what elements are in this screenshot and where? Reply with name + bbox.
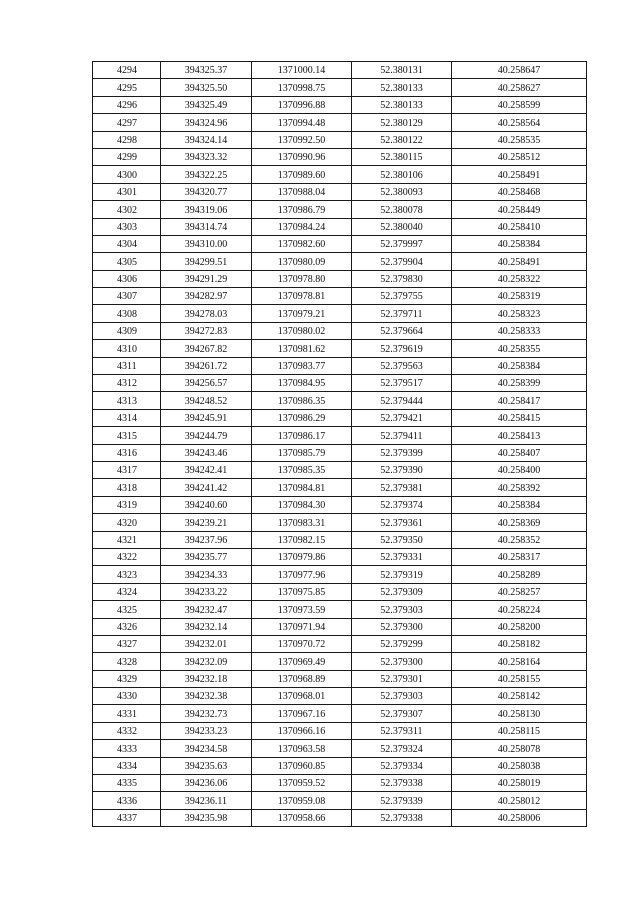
point-number-cell: 4330 [93,688,161,705]
y-coordinate-cell: 1370970.72 [252,635,352,652]
x-coordinate-cell: 394324.14 [161,131,252,148]
table-row [93,305,587,322]
table-row [93,601,587,618]
y-coordinate-cell: 1370975.85 [252,583,352,600]
table-row [93,96,587,113]
y-coordinate-cell: 1370968.89 [252,670,352,687]
x-coordinate-cell: 394248.52 [161,392,252,409]
point-number-cell: 4324 [93,583,161,600]
x-coordinate-cell: 394232.01 [161,635,252,652]
x-coordinate-cell: 394234.33 [161,566,252,583]
y-coordinate-cell: 1370959.52 [252,775,352,792]
longitude-cell: 40.258012 [452,792,587,809]
latitude-cell: 52.380131 [352,62,452,79]
x-coordinate-cell: 394314.74 [161,218,252,235]
y-coordinate-cell: 1370983.31 [252,514,352,531]
point-number-cell: 4307 [93,288,161,305]
y-coordinate-cell: 1370988.04 [252,183,352,200]
table-row [93,340,587,357]
y-coordinate-cell: 1370986.29 [252,409,352,426]
longitude-cell: 40.258224 [452,601,587,618]
x-coordinate-cell: 394243.46 [161,444,252,461]
x-coordinate-cell: 394244.79 [161,427,252,444]
table-row [93,740,587,757]
latitude-cell: 52.380093 [352,183,452,200]
table-row [93,183,587,200]
latitude-cell: 52.379350 [352,531,452,548]
x-coordinate-cell: 394235.98 [161,809,252,826]
point-number-cell: 4302 [93,201,161,218]
latitude-cell: 52.379711 [352,305,452,322]
longitude-cell: 40.258400 [452,461,587,478]
longitude-cell: 40.258352 [452,531,587,548]
x-coordinate-cell: 394233.22 [161,583,252,600]
x-coordinate-cell: 394237.96 [161,531,252,548]
longitude-cell: 40.258384 [452,235,587,252]
table-row [93,479,587,496]
y-coordinate-cell: 1370960.85 [252,757,352,774]
table-row [93,322,587,339]
table-row [93,583,587,600]
point-number-cell: 4331 [93,705,161,722]
longitude-cell: 40.258355 [452,340,587,357]
point-number-cell: 4300 [93,166,161,183]
table-row [93,288,587,305]
y-coordinate-cell: 1370990.96 [252,148,352,165]
table-row [93,375,587,392]
table-row [93,218,587,235]
latitude-cell: 52.379399 [352,444,452,461]
y-coordinate-cell: 1370982.15 [252,531,352,548]
point-number-cell: 4329 [93,670,161,687]
x-coordinate-cell: 394232.09 [161,653,252,670]
x-coordinate-cell: 394235.77 [161,548,252,565]
point-number-cell: 4306 [93,270,161,287]
table-row [93,775,587,792]
longitude-cell: 40.258317 [452,548,587,565]
x-coordinate-cell: 394235.63 [161,757,252,774]
longitude-cell: 40.258384 [452,496,587,513]
y-coordinate-cell: 1370984.30 [252,496,352,513]
x-coordinate-cell: 394239.21 [161,514,252,531]
table-row [93,757,587,774]
x-coordinate-cell: 394242.41 [161,461,252,478]
table-row [93,131,587,148]
latitude-cell: 52.379444 [352,392,452,409]
table-row [93,670,587,687]
x-coordinate-cell: 394282.97 [161,288,252,305]
y-coordinate-cell: 1370980.02 [252,322,352,339]
table-row [93,514,587,531]
latitude-cell: 52.379374 [352,496,452,513]
table-row [93,809,587,826]
point-number-cell: 4313 [93,392,161,409]
table-row [93,409,587,426]
x-coordinate-cell: 394319.06 [161,201,252,218]
latitude-cell: 52.379664 [352,322,452,339]
x-coordinate-cell: 394234.58 [161,740,252,757]
longitude-cell: 40.258564 [452,114,587,131]
longitude-cell: 40.258323 [452,305,587,322]
latitude-cell: 52.379303 [352,601,452,618]
longitude-cell: 40.258333 [452,322,587,339]
longitude-cell: 40.258491 [452,253,587,270]
latitude-cell: 52.379309 [352,583,452,600]
longitude-cell: 40.258078 [452,740,587,757]
y-coordinate-cell: 1370984.81 [252,479,352,496]
table-row [93,148,587,165]
longitude-cell: 40.258200 [452,618,587,635]
point-number-cell: 4301 [93,183,161,200]
y-coordinate-cell: 1370986.17 [252,427,352,444]
latitude-cell: 52.379307 [352,705,452,722]
x-coordinate-cell: 394291.29 [161,270,252,287]
latitude-cell: 52.379904 [352,253,452,270]
table-row [93,444,587,461]
longitude-cell: 40.258449 [452,201,587,218]
y-coordinate-cell: 1370985.35 [252,461,352,478]
latitude-cell: 52.379301 [352,670,452,687]
table-row [93,461,587,478]
longitude-cell: 40.258491 [452,166,587,183]
point-number-cell: 4298 [93,131,161,148]
point-number-cell: 4332 [93,722,161,739]
y-coordinate-cell: 1370982.60 [252,235,352,252]
point-number-cell: 4317 [93,461,161,478]
point-number-cell: 4335 [93,775,161,792]
latitude-cell: 52.380122 [352,131,452,148]
point-number-cell: 4304 [93,235,161,252]
point-number-cell: 4333 [93,740,161,757]
y-coordinate-cell: 1370968.01 [252,688,352,705]
x-coordinate-cell: 394299.51 [161,253,252,270]
point-number-cell: 4327 [93,635,161,652]
longitude-cell: 40.258257 [452,583,587,600]
table-row [93,427,587,444]
latitude-cell: 52.379338 [352,775,452,792]
point-number-cell: 4336 [93,792,161,809]
table-row [93,270,587,287]
x-coordinate-cell: 394323.32 [161,148,252,165]
longitude-cell: 40.258415 [452,409,587,426]
table-row [93,253,587,270]
point-number-cell: 4321 [93,531,161,548]
y-coordinate-cell: 1370985.79 [252,444,352,461]
point-number-cell: 4299 [93,148,161,165]
longitude-cell: 40.258164 [452,653,587,670]
x-coordinate-cell: 394245.91 [161,409,252,426]
latitude-cell: 52.380106 [352,166,452,183]
longitude-cell: 40.258155 [452,670,587,687]
table-row [93,235,587,252]
x-coordinate-cell: 394236.06 [161,775,252,792]
point-number-cell: 4311 [93,357,161,374]
point-number-cell: 4310 [93,340,161,357]
x-coordinate-cell: 394236.11 [161,792,252,809]
table-row [93,566,587,583]
y-coordinate-cell: 1370963.58 [252,740,352,757]
x-coordinate-cell: 394325.50 [161,79,252,96]
longitude-cell: 40.258384 [452,357,587,374]
latitude-cell: 52.379319 [352,566,452,583]
table-row [93,79,587,96]
y-coordinate-cell: 1370971.94 [252,618,352,635]
point-number-cell: 4308 [93,305,161,322]
table-row [93,635,587,652]
x-coordinate-cell: 394256.57 [161,375,252,392]
table-row [93,653,587,670]
table-row [93,792,587,809]
point-number-cell: 4312 [93,375,161,392]
latitude-cell: 52.379299 [352,635,452,652]
point-number-cell: 4309 [93,322,161,339]
longitude-cell: 40.258006 [452,809,587,826]
latitude-cell: 52.379381 [352,479,452,496]
point-number-cell: 4303 [93,218,161,235]
longitude-cell: 40.258369 [452,514,587,531]
x-coordinate-cell: 394261.72 [161,357,252,374]
x-coordinate-cell: 394325.49 [161,96,252,113]
y-coordinate-cell: 1370986.35 [252,392,352,409]
table-row [93,357,587,374]
y-coordinate-cell: 1370977.96 [252,566,352,583]
table-row [93,114,587,131]
longitude-cell: 40.258115 [452,722,587,739]
latitude-cell: 52.379311 [352,722,452,739]
x-coordinate-cell: 394232.38 [161,688,252,705]
x-coordinate-cell: 394322.25 [161,166,252,183]
table-row [93,62,587,79]
y-coordinate-cell: 1370959.08 [252,792,352,809]
longitude-cell: 40.258647 [452,62,587,79]
x-coordinate-cell: 394233.23 [161,722,252,739]
y-coordinate-cell: 1370989.60 [252,166,352,183]
y-coordinate-cell: 1370973.59 [252,601,352,618]
point-number-cell: 4337 [93,809,161,826]
point-number-cell: 4334 [93,757,161,774]
latitude-cell: 52.379563 [352,357,452,374]
latitude-cell: 52.380133 [352,96,452,113]
latitude-cell: 52.379338 [352,809,452,826]
y-coordinate-cell: 1370994.48 [252,114,352,131]
x-coordinate-cell: 394240.60 [161,496,252,513]
x-coordinate-cell: 394241.42 [161,479,252,496]
longitude-cell: 40.258410 [452,218,587,235]
longitude-cell: 40.258130 [452,705,587,722]
latitude-cell: 52.379324 [352,740,452,757]
latitude-cell: 52.379334 [352,757,452,774]
longitude-cell: 40.258182 [452,635,587,652]
table-row [93,496,587,513]
table-row [93,618,587,635]
latitude-cell: 52.380115 [352,148,452,165]
longitude-cell: 40.258038 [452,757,587,774]
latitude-cell: 52.379755 [352,288,452,305]
table-row [93,392,587,409]
x-coordinate-cell: 394267.82 [161,340,252,357]
latitude-cell: 52.379361 [352,514,452,531]
latitude-cell: 52.379411 [352,427,452,444]
coordinates-table [92,61,587,827]
y-coordinate-cell: 1370969.49 [252,653,352,670]
latitude-cell: 52.379390 [352,461,452,478]
latitude-cell: 52.379830 [352,270,452,287]
longitude-cell: 40.258399 [452,375,587,392]
point-number-cell: 4320 [93,514,161,531]
point-number-cell: 4295 [93,79,161,96]
longitude-cell: 40.258322 [452,270,587,287]
y-coordinate-cell: 1370967.16 [252,705,352,722]
latitude-cell: 52.379300 [352,618,452,635]
latitude-cell: 52.379421 [352,409,452,426]
y-coordinate-cell: 1370966.16 [252,722,352,739]
table-row [93,166,587,183]
latitude-cell: 52.379331 [352,548,452,565]
x-coordinate-cell: 394232.73 [161,705,252,722]
table-row [93,531,587,548]
latitude-cell: 52.379339 [352,792,452,809]
latitude-cell: 52.379300 [352,653,452,670]
table-row [93,548,587,565]
latitude-cell: 52.379303 [352,688,452,705]
table-row [93,201,587,218]
longitude-cell: 40.258535 [452,131,587,148]
latitude-cell: 52.379619 [352,340,452,357]
longitude-cell: 40.258289 [452,566,587,583]
point-number-cell: 4314 [93,409,161,426]
coordinates-table-body [93,62,587,827]
point-number-cell: 4328 [93,653,161,670]
latitude-cell: 52.379517 [352,375,452,392]
point-number-cell: 4315 [93,427,161,444]
point-number-cell: 4305 [93,253,161,270]
longitude-cell: 40.258417 [452,392,587,409]
longitude-cell: 40.258319 [452,288,587,305]
longitude-cell: 40.258407 [452,444,587,461]
longitude-cell: 40.258468 [452,183,587,200]
table-row [93,688,587,705]
x-coordinate-cell: 394272.83 [161,322,252,339]
point-number-cell: 4326 [93,618,161,635]
latitude-cell: 52.380040 [352,218,452,235]
longitude-cell: 40.258627 [452,79,587,96]
table-row [93,705,587,722]
y-coordinate-cell: 1370992.50 [252,131,352,148]
latitude-cell: 52.380133 [352,79,452,96]
point-number-cell: 4325 [93,601,161,618]
y-coordinate-cell: 1370978.80 [252,270,352,287]
point-number-cell: 4322 [93,548,161,565]
point-number-cell: 4294 [93,62,161,79]
y-coordinate-cell: 1370984.24 [252,218,352,235]
y-coordinate-cell: 1370984.95 [252,375,352,392]
x-coordinate-cell: 394324.96 [161,114,252,131]
y-coordinate-cell: 1370980.09 [252,253,352,270]
point-number-cell: 4297 [93,114,161,131]
y-coordinate-cell: 1370978.81 [252,288,352,305]
x-coordinate-cell: 394232.18 [161,670,252,687]
longitude-cell: 40.258599 [452,96,587,113]
x-coordinate-cell: 394232.47 [161,601,252,618]
longitude-cell: 40.258413 [452,427,587,444]
y-coordinate-cell: 1370979.86 [252,548,352,565]
point-number-cell: 4319 [93,496,161,513]
longitude-cell: 40.258512 [452,148,587,165]
y-coordinate-cell: 1370998.75 [252,79,352,96]
point-number-cell: 4318 [93,479,161,496]
longitude-cell: 40.258392 [452,479,587,496]
latitude-cell: 52.379997 [352,235,452,252]
longitude-cell: 40.258142 [452,688,587,705]
y-coordinate-cell: 1371000.14 [252,62,352,79]
y-coordinate-cell: 1370979.21 [252,305,352,322]
point-number-cell: 4316 [93,444,161,461]
x-coordinate-cell: 394232.14 [161,618,252,635]
y-coordinate-cell: 1370983.77 [252,357,352,374]
y-coordinate-cell: 1370996.88 [252,96,352,113]
point-number-cell: 4296 [93,96,161,113]
y-coordinate-cell: 1370958.66 [252,809,352,826]
x-coordinate-cell: 394278.03 [161,305,252,322]
latitude-cell: 52.380129 [352,114,452,131]
x-coordinate-cell: 394320.77 [161,183,252,200]
x-coordinate-cell: 394310.00 [161,235,252,252]
y-coordinate-cell: 1370981.62 [252,340,352,357]
x-coordinate-cell: 394325.37 [161,62,252,79]
y-coordinate-cell: 1370986.79 [252,201,352,218]
latitude-cell: 52.380078 [352,201,452,218]
table-row [93,722,587,739]
longitude-cell: 40.258019 [452,775,587,792]
point-number-cell: 4323 [93,566,161,583]
